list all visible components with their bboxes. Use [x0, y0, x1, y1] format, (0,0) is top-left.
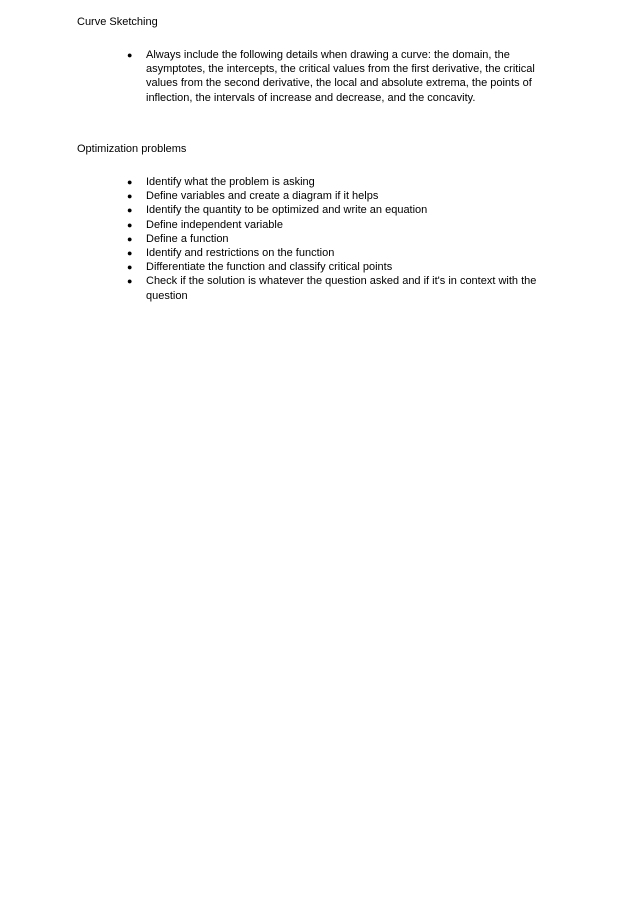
list-item-text: Identify and restrictions on the function — [146, 247, 335, 260]
list-item-text: Differentiate the function and classify critical points — [146, 261, 393, 274]
list-item-text: Identify the quantity to be optimized and write an equation — [146, 204, 428, 217]
section-heading-optimization-problems: Optimization problems — [77, 143, 187, 155]
list-item — [127, 175, 556, 189]
bullet-icon: ● — [127, 248, 133, 259]
list-item-text: Identify what the problem is asking — [146, 176, 315, 188]
list-item — [127, 189, 556, 203]
list-item-text: Define variables and create a diagram if it helps — [146, 190, 379, 203]
list-item — [127, 246, 556, 260]
list-item-text: Always include the following details when drawing a curve: the domain, the asymptotes, the intercepts, the critical values from the first derivative, the critical values from the second derivative, the local and absolute extrema, the points of inflection, the intervals of increase and decrease, and the concavity. — [146, 49, 535, 104]
list-item — [127, 203, 556, 217]
section-heading-curve-sketching: Curve Sketching — [77, 16, 158, 28]
bullet-icon: ● — [127, 205, 133, 216]
list-item — [127, 218, 556, 232]
list-item — [127, 274, 556, 302]
bullet-icon: ● — [127, 191, 133, 202]
list-item — [127, 260, 556, 274]
list-item — [127, 48, 556, 105]
bullet-icon: ● — [127, 233, 133, 244]
optimization-problems-list — [127, 175, 556, 303]
bullet-icon: ● — [127, 177, 133, 187]
list-item-text: Define independent variable — [146, 218, 283, 231]
list-item — [127, 232, 556, 246]
bullet-icon: ● — [127, 50, 133, 60]
bullet-icon: ● — [127, 262, 133, 273]
bullet-icon: ● — [127, 219, 133, 230]
bullet-icon: ● — [127, 276, 133, 287]
curve-sketching-list — [127, 48, 556, 105]
list-item-text: Define a function — [146, 232, 229, 245]
list-item-text: Check if the solution is whatever the question asked and if it's in context with the question — [146, 275, 537, 302]
